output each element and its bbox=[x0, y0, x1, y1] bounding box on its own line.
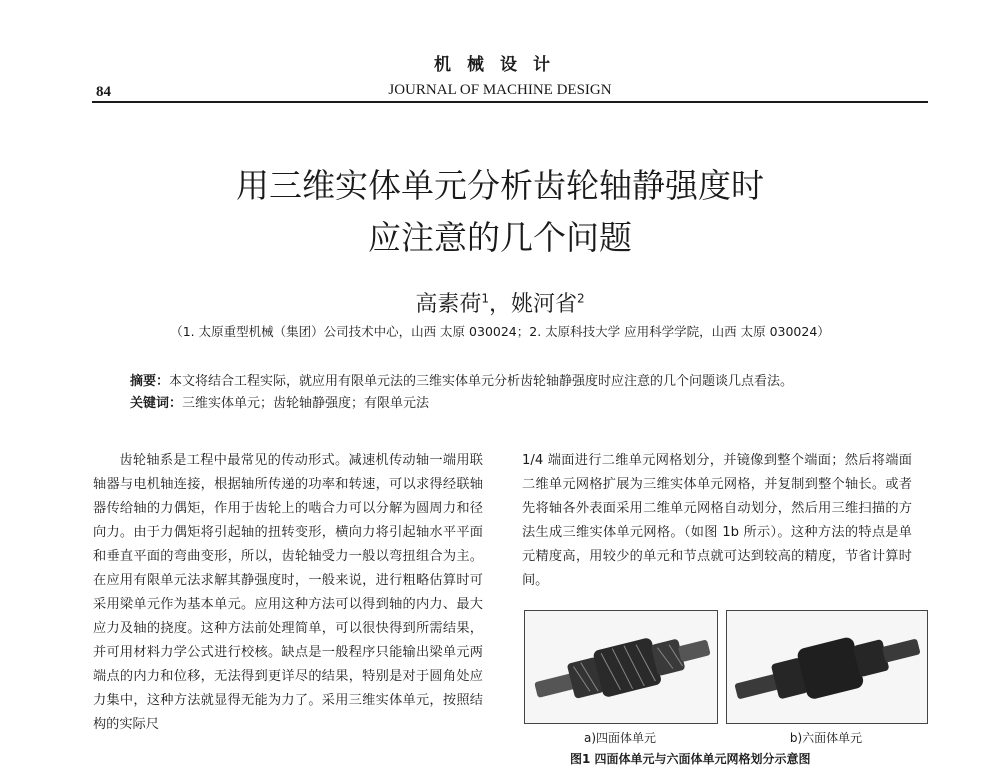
abstract-label: 摘要： bbox=[130, 374, 170, 389]
keywords-text: 三维实体单元；齿轮轴静强度；有限单元法 bbox=[182, 396, 430, 411]
figure-title: 图1 四面体单元与六面体单元网格划分示意图 bbox=[570, 752, 811, 766]
abstract-text: 本文将结合工程实际，就应用有限单元法的三维实体单元分析齿轮轴静强度时应注意的几个问题谈几点看法。 bbox=[169, 374, 794, 389]
hexahedral-shaft-illustration bbox=[727, 611, 927, 723]
abstract-block bbox=[130, 371, 910, 415]
page-number: 84 bbox=[96, 84, 111, 100]
authors bbox=[0, 287, 1000, 318]
figure-caption-a: a)四面体单元 bbox=[583, 731, 657, 745]
affiliations: （1. 太原重型机械（集团）公司技术中心，山西 太原 030024；2. 太原科技大学 应用科学学院，山西 太原 030024） bbox=[170, 324, 830, 339]
tetrahedral-shaft-illustration bbox=[525, 611, 717, 723]
abstract-line bbox=[130, 371, 910, 393]
author-2-affil-mark: 2 bbox=[577, 291, 585, 306]
journal-title-en: JOURNAL OF MACHINE DESIGN bbox=[388, 82, 612, 98]
author-2: 姚河省 bbox=[511, 292, 578, 317]
figure-hexahedral-mesh bbox=[726, 610, 928, 724]
author-1-affil-mark: 1 bbox=[481, 291, 489, 306]
figure-caption-b: b)六面体单元 bbox=[789, 731, 863, 745]
body-left-column: 齿轮轴系是工程中最常见的传动形式。减速机传动轴一端用联轴器与电机轴连接，根据轴所传递的功率和转速，可以求得经联轴器传给轴的力偶矩，作用于齿轮上的啮合力可以分解为圆周力和径向力。由于力偶矩将引起轴的扭转变形，横向力将引起轴水平平面和垂直平面的弯曲变形，所以，齿轮轴受力一般以弯扭组合为主。在应用有限单元法求解其静强度时，一般来说，进行粗略估算时可采用梁单元作为基本单元。应用这种方法可以得到轴的内力、最大应力及轴的挠度。这种方法前处理简单，可以很快得到所需结果，并可用材料力学公式进行校核。缺点是一般程序只能输出梁单元两端点的内力和位移，无法得到更详尽的结果，特别是对于圆角处应力集中，这种方法就显得无能为力了。采用三维实体单元，按照结构的实际尺 bbox=[93, 453, 483, 732]
header-rule bbox=[92, 101, 928, 103]
keywords-label: 关键词： bbox=[130, 396, 183, 411]
article-title-line-1: 用三维实体单元分析齿轮轴静强度时 bbox=[236, 166, 764, 205]
article-title-line-2: 应注意的几个问题 bbox=[368, 218, 632, 257]
author-1: 高素荷 bbox=[415, 292, 482, 317]
journal-title-cn: 机械设计 bbox=[434, 55, 566, 75]
figure-tetrahedral-mesh bbox=[524, 610, 718, 724]
body-right-column: 1/4 端面进行二维单元网格划分，并镜像到整个端面；然后将端面二维单元网格扩展为三维实体单元网格，并复制到整个轴长。或者先将轴各外表面采用二维单元网格自动划分，然后用三维扫描的方法生成三维实体单元网格。（如图 1b 所示）。这种方法的特点是单元精度高，用较少的单元和节点就可达到较高的精度，节省计算时间。 bbox=[522, 453, 912, 588]
keywords-line bbox=[130, 393, 910, 415]
author-separator: ， bbox=[488, 292, 511, 317]
